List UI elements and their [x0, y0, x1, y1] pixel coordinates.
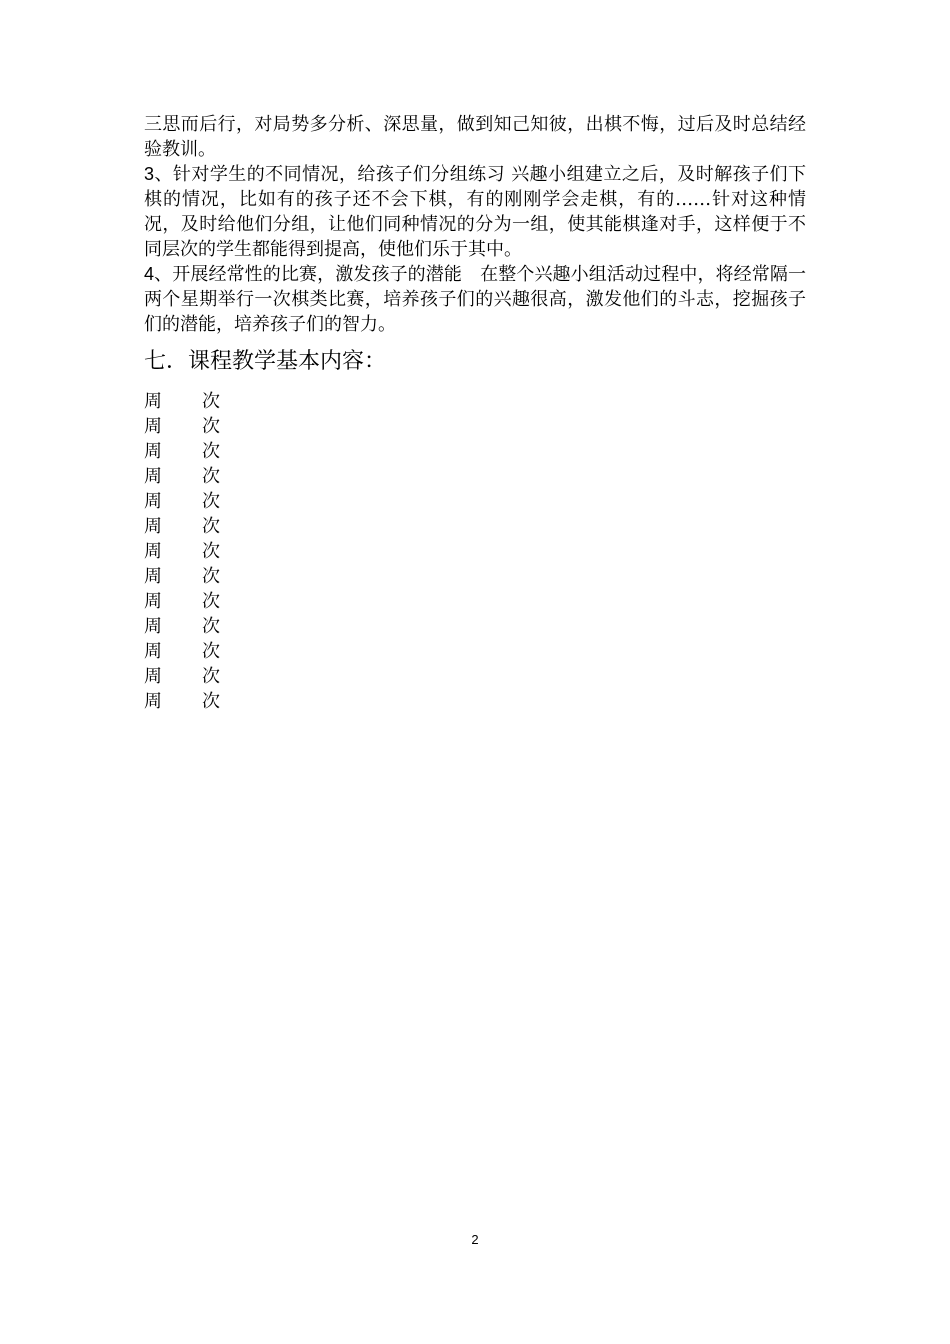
- list-item: [144, 689, 806, 714]
- paragraph-number: 4: [144, 264, 155, 284]
- paragraph-text: 三思而后行，对局势多分析、深思量，做到知己知彼，出棋不悔，过后及时总结经验教训。: [144, 114, 806, 160]
- times-label: 次: [202, 591, 220, 612]
- week-label: 周: [144, 491, 162, 512]
- times-label: 次: [202, 466, 220, 487]
- times-label: 次: [202, 616, 220, 637]
- page-number: 2: [471, 1232, 479, 1247]
- week-label: 周: [144, 516, 162, 537]
- week-label: 周: [144, 666, 162, 687]
- times-label: 次: [202, 516, 220, 537]
- list-item: [144, 664, 806, 689]
- list-item: [144, 589, 806, 614]
- paragraph-competition: [144, 262, 806, 337]
- week-label: 周: [144, 616, 162, 637]
- section-heading: 七．课程教学基本内容：: [144, 349, 387, 374]
- list-item: [144, 464, 806, 489]
- paragraph-continuation: [144, 112, 806, 162]
- week-label: 周: [144, 391, 162, 412]
- week-label: 周: [144, 416, 162, 437]
- times-label: 次: [202, 566, 220, 587]
- times-label: 次: [202, 491, 220, 512]
- list-item: [144, 639, 806, 664]
- paragraph-text: 、开展经常性的比赛，激发孩子的潜能 在整个兴趣小组活动过程中，将经常隔一两个星期举行一次棋类比赛，培养孩子们的兴趣很高，激发他们的斗志，挖掘孩子们的潜能，培养孩子们的智力。: [144, 264, 806, 335]
- times-label: 次: [202, 666, 220, 687]
- times-label: 次: [202, 691, 220, 712]
- list-item: [144, 439, 806, 464]
- times-label: 次: [202, 391, 220, 412]
- week-label: 周: [144, 466, 162, 487]
- week-label: 周: [144, 591, 162, 612]
- list-item: [144, 614, 806, 639]
- times-label: 次: [202, 541, 220, 562]
- week-label: 周: [144, 691, 162, 712]
- list-item: [144, 389, 806, 414]
- week-label: 周: [144, 441, 162, 462]
- list-item: [144, 539, 806, 564]
- week-label: 周: [144, 566, 162, 587]
- page-content: [144, 112, 806, 714]
- list-item: [144, 564, 806, 589]
- times-label: 次: [202, 416, 220, 437]
- times-label: 次: [202, 441, 220, 462]
- times-label: 次: [202, 641, 220, 662]
- list-item: [144, 414, 806, 439]
- paragraph-number: 3: [144, 164, 155, 184]
- paragraph-text: 、针对学生的不同情况，给孩子们分组练习 兴趣小组建立之后，及时解孩子们下棋的情况，比如有的孩子还不会下棋，有的刚刚学会走棋，有的……针对这种情况，及时给他们分组，让他们同种情况的分为一组，使其能棋逢对手，这样便于不同层次的学生都能得到提高，使他们乐于其中。: [144, 164, 806, 260]
- list-item: [144, 514, 806, 539]
- list-item: [144, 489, 806, 514]
- paragraph-grouping: [144, 162, 806, 262]
- week-label: 周: [144, 541, 162, 562]
- week-list: [144, 389, 806, 714]
- week-label: 周: [144, 641, 162, 662]
